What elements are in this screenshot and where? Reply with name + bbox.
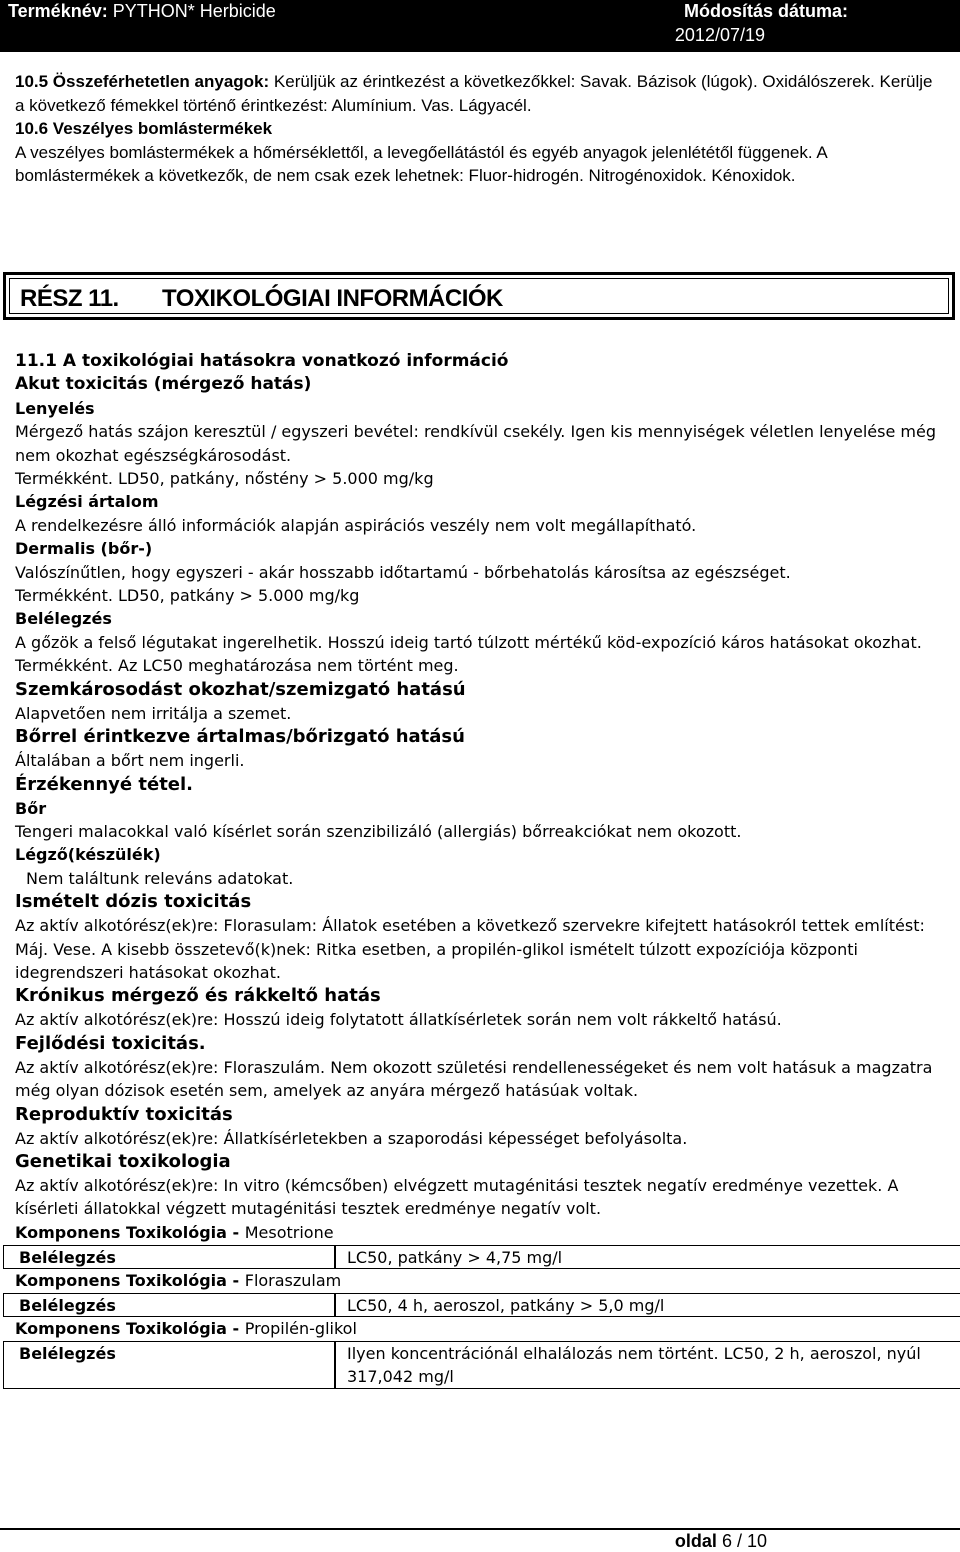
component-name: Propilén-glikol bbox=[244, 1318, 357, 1338]
subsection-10-5 bbox=[15, 70, 945, 117]
page-label: oldal bbox=[674, 1531, 717, 1551]
page-number: 6 / 10 bbox=[721, 1531, 767, 1551]
developmental-text: Az aktív alkotórész(ek)re: Floraszulám. Nem okozott születési rendellenességeket és nem volt hatásuk a magzatra még olyan dózisok esetén sem, amelyek az anyára mérgező hatásúak voltak. bbox=[15, 1057, 933, 1101]
inhalation-lc50: Termékként. Az LC50 meghatározása nem történt meg. bbox=[15, 656, 459, 676]
route-cell: Belélegzés bbox=[3, 1293, 335, 1317]
inhalation-text: A gőzök a felső légutakat ingerelhetik. Hosszú ideig tartó túlzott mértékű köd-expozíció káros hatásokat okozhat. bbox=[15, 632, 922, 652]
aspiration-heading: Légzési ártalom bbox=[15, 492, 159, 512]
dermal-ld50: Termékként. LD50, patkány > 5.000 mg/kg bbox=[15, 586, 360, 606]
subsection-10-6-text: A veszélyes bomlástermékek a hőmérséklettől, a levegőellátástól és egyéb anyagok jelenlététől függenek. A bomlástermékek a következők, de nem csak ezek lehetnek: Fluor-hidrogén. Nitrogénoxidok. Kénoxidok. bbox=[15, 142, 827, 185]
component-name: Mesotrione bbox=[244, 1222, 334, 1242]
component-label: Komponens Toxikológia - bbox=[15, 1318, 245, 1338]
respiratory-heading: Légző(készülék) bbox=[15, 845, 161, 865]
component-label: Komponens Toxikológia - bbox=[15, 1222, 245, 1242]
respiratory-text: Nem találtunk releváns adatokat. bbox=[26, 868, 294, 888]
dermal-heading: Dermalis (bőr-) bbox=[15, 539, 153, 559]
ingestion-text: Mérgező hatás szájon keresztül / egyszeri bevétel: rendkívül csekély. Igen kis mennyiségek véletlen lenyelése még nem okozhat egészségkárosodást. bbox=[15, 422, 936, 465]
section-title: TOXIKOLÓGIAI INFORMÁCIÓK bbox=[162, 285, 503, 312]
chronic-heading: Krónikus mérgező és rákkeltő hatás bbox=[15, 985, 381, 1007]
section-10-continuation bbox=[15, 70, 945, 188]
header-rule bbox=[0, 50, 960, 52]
dermal-text: Valószínűtlen, hogy egyszeri - akár hosszabb időtartamú - bőrbehatolás károsítsa az egészséget. bbox=[15, 562, 791, 582]
aspiration-text: A rendelkezésre álló információk alapján aspirációs veszély nem volt megállapítható. bbox=[15, 515, 697, 535]
component-block-floraszulam bbox=[15, 1269, 950, 1317]
product-name: PYTHON* Herbicide bbox=[112, 1, 276, 21]
section-number: RÉSZ 11. bbox=[20, 285, 119, 312]
eye-damage-heading: Szemkárosodást okozhat/szemizgató hatású bbox=[15, 678, 466, 700]
reproductive-text: Az aktív alkotórész(ek)re: Állatkísérletekben a szaporodási képességet befolyásolta. bbox=[15, 1128, 688, 1148]
subsection-10-6-heading: 10.6 Veszélyes bomlástermékek bbox=[15, 119, 273, 138]
ingestion-heading: Lenyelés bbox=[15, 398, 95, 418]
modified-date: 2012/07/19 bbox=[674, 25, 765, 45]
component-heading bbox=[15, 1269, 950, 1293]
page-header bbox=[0, 0, 960, 50]
eye-damage-text: Alapvetően nem irritálja a szemet. bbox=[15, 703, 292, 723]
sensitization-skin-heading: Bőr bbox=[15, 798, 47, 818]
page-footer bbox=[675, 1530, 767, 1552]
repeated-dose-text: Az aktív alkotórész(ek)re: Florasulam: Állatok esetében a következő szervekre kifejtett hatásokról tettek említést: Máj. Vese. A kisebb összetevő(k)nek: Ritka esetben, a propilén-glikol ismételt túlzott expozíciója központi idegrendszeri hatásokat okozhat. bbox=[15, 916, 925, 982]
section-11-title-box bbox=[3, 272, 955, 320]
footer-rule bbox=[0, 1528, 960, 1530]
value-cell: Ilyen koncentrációnál elhalálozás nem történt. LC50, 2 h, aeroszol, nyúl 317,042 mg/l bbox=[335, 1341, 960, 1389]
route-cell: Belélegzés bbox=[3, 1341, 335, 1389]
ingestion-ld50: Termékként. LD50, patkány, nőstény > 5.000 mg/kg bbox=[15, 469, 434, 489]
component-heading bbox=[15, 1221, 950, 1245]
product-label: Terméknév: bbox=[8, 1, 108, 21]
component-block-propylene-glycol bbox=[15, 1317, 950, 1389]
component-name: Floraszulam bbox=[244, 1270, 342, 1290]
inhalation-heading: Belélegzés bbox=[15, 609, 112, 629]
component-table-row bbox=[15, 1293, 950, 1317]
component-label: Komponens Toxikológia - bbox=[15, 1270, 245, 1290]
product-name-line bbox=[8, 0, 276, 22]
modified-label: Módosítás dátuma: bbox=[683, 1, 848, 21]
subsection-10-5-text: Kerüljük az érintkezést a következőkkel: Savak. Bázisok (lúgok). Oxidálószerek. Kerülje a következő fémekkel történő érintkezést: Alumínium. Vas. Lágyacél. bbox=[15, 72, 933, 115]
developmental-heading: Fejlődési toxicitás. bbox=[15, 1032, 206, 1054]
component-table-row bbox=[15, 1245, 950, 1269]
route-cell: Belélegzés bbox=[3, 1245, 335, 1269]
sensitization-skin-text: Tengeri malacokkal való kísérlet során szenzibilizáló (allergiás) bőrreakciókat nem okozott. bbox=[15, 821, 742, 841]
subsection-11-1-heading: 11.1 A toxikológiai hatásokra vonatkozó információ bbox=[15, 351, 509, 371]
value-cell: LC50, patkány > 4,75 mg/l bbox=[335, 1245, 960, 1269]
skin-irritation-text: Általában a bőrt nem ingerli. bbox=[15, 751, 245, 771]
component-block-mesotrione bbox=[15, 1221, 950, 1269]
reproductive-heading: Reproduktív toxicitás bbox=[15, 1103, 233, 1125]
genetic-heading: Genetikai toxikologia bbox=[15, 1150, 231, 1172]
skin-irritation-heading: Bőrrel érintkezve ártalmas/bőrizgató hatású bbox=[15, 726, 465, 748]
component-table-row bbox=[15, 1341, 950, 1389]
repeated-dose-heading: Ismételt dózis toxicitás bbox=[15, 891, 252, 913]
sensitization-heading: Érzékennyé tétel. bbox=[15, 773, 194, 795]
acute-toxicity-heading: Akut toxicitás (mérgező hatás) bbox=[15, 374, 312, 395]
subsection-10-5-heading: 10.5 Összeférhetetlen anyagok: bbox=[15, 72, 270, 91]
component-heading bbox=[15, 1317, 950, 1341]
genetic-text: Az aktív alkotórész(ek)re: In vitro (kémcsőben) elvégzett mutagénitási tesztek negatív eredménye vezettek. A kísérleti állatokkal végzett mutagénitási tesztek eredménye negatív volt. bbox=[15, 1175, 899, 1219]
section-11-body bbox=[15, 350, 950, 1389]
chronic-text: Az aktív alkotórész(ek)re: Hosszú ideig folytatott állatkísérletek során nem volt rákkeltő hatású. bbox=[15, 1010, 782, 1030]
value-cell: LC50, 4 h, aeroszol, patkány > 5,0 mg/l bbox=[335, 1293, 960, 1317]
